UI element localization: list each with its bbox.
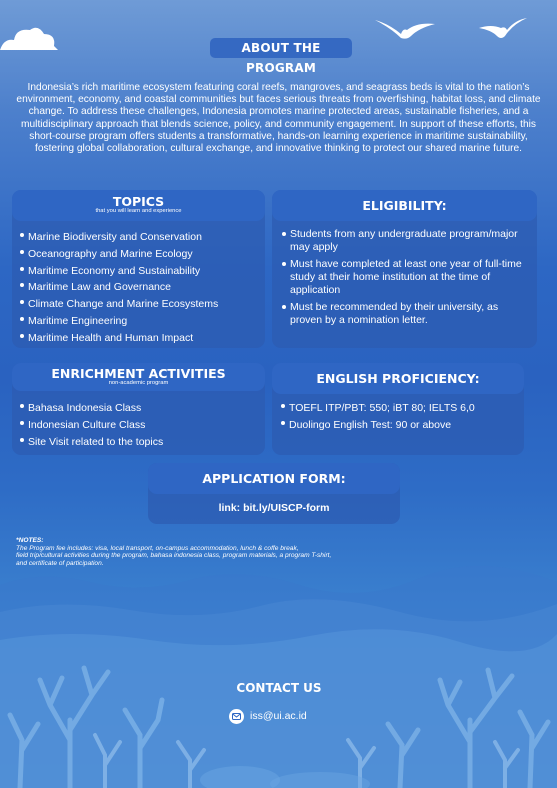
list-item: TOEFL ITP/PBT: 550; iBT 80; IELTS 6,0: [281, 400, 521, 417]
seagull-icon: [373, 16, 437, 42]
english-title: ENGLISH PROFICIENCY:: [272, 363, 524, 394]
topics-subtitle: that you will learn and experience: [95, 208, 182, 214]
list-item: Students from any undergraduate program/major may apply: [282, 228, 530, 253]
list-item: Maritime Engineering: [20, 313, 260, 330]
notes-label: *NOTES:: [16, 537, 44, 544]
list-item: Must be recommended by their university, as proven by a nomination letter.: [282, 301, 530, 326]
list-item: Climate Change and Marine Ecosystems: [20, 296, 260, 313]
intro-paragraph: Indonesia’s rich maritime ecosystem featuring coral reefs, mangroves, and seagrass beds is vital to the nation’s environment, economy, and coastal communities but faces serious threats from overfishing, habitat loss, and climate change. To address these challenges, Indonesia promotes marine protected areas, sustainable fisheries, and a multidisciplinary approach that blends science, policy, and community engagement. In support of these efforts, this short-course program offers students a transformative, hands-on learning experience in maritime sustainability, fostering global collaboration, cultural exchange, and innovative thinking to protect our shared marine future.: [16, 82, 541, 155]
list-item: Maritime Law and Governance: [20, 279, 260, 296]
application-title: APPLICATION FORM:: [148, 463, 400, 494]
notes-line: and certificate of participation.: [16, 559, 104, 567]
application-link[interactable]: link: bit.ly/UISCP-form: [218, 502, 330, 514]
notes-line: The Program fee includes: visa, local transport, on-campus accommodation, lunch & coffe break,: [16, 544, 299, 552]
list-item: Maritime Economy and Sustainability: [20, 263, 260, 280]
list-item: Bahasa Indonesia Class: [20, 400, 260, 417]
cloud-decoration: [0, 22, 60, 52]
list-item: Indonesian Culture Class: [20, 417, 260, 434]
eligibility-list: [282, 228, 530, 332]
list-item: Must have completed at least one year of full-time study at their home institution at the time of application: [282, 258, 530, 296]
topics-title: TOPICS: [112, 194, 165, 209]
list-item: Site Visit related to the topics: [20, 434, 260, 451]
contact-row: [229, 708, 307, 724]
enrichment-list: [20, 400, 260, 451]
list-item: Maritime Health and Human Impact: [20, 330, 260, 347]
topics-list: [20, 229, 260, 347]
list-item: Marine Biodiversity and Conservation: [20, 229, 260, 246]
enrichment-subtitle: non-academic program: [108, 380, 169, 386]
notes-line: field trip/cultural activities during the program, bahasa indonesia class, program materials, a program T-shirt,: [16, 552, 332, 560]
seagull-icon: [477, 16, 529, 40]
notes: [16, 537, 456, 567]
contact-email[interactable]: iss@ui.ac.id: [250, 710, 307, 722]
page-title: ABOUT THE PROGRAM: [210, 38, 352, 58]
list-item: Duolingo English Test: 90 or above: [281, 417, 521, 434]
contact-title: CONTACT US: [236, 681, 322, 695]
mail-icon: [229, 709, 244, 724]
topics-header: [12, 190, 265, 221]
enrichment-title: ENRICHMENT ACTIVITIES: [51, 366, 226, 381]
list-item: Oceanography and Marine Ecology: [20, 246, 260, 263]
enrichment-header: [12, 363, 265, 391]
english-list: [281, 400, 521, 434]
eligibility-title: ELIGIBILITY:: [272, 190, 537, 221]
